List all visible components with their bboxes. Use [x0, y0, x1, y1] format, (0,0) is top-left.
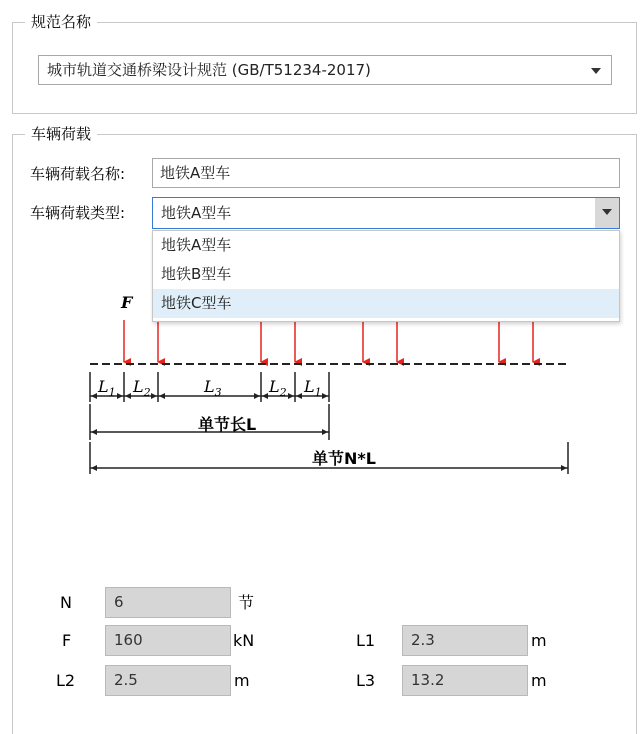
dimension-arrowhead	[91, 465, 97, 471]
segment-label-5: $L_1$	[304, 377, 322, 399]
dimension-arrowhead	[288, 393, 294, 399]
dimension-arrowhead	[151, 393, 157, 399]
param-f-field[interactable]: 160	[105, 625, 231, 656]
param-l2-field[interactable]: 2.5	[105, 665, 231, 696]
vehicle-name-field[interactable]: 地铁A型车	[152, 158, 620, 188]
segment-label-4: $L_2$	[269, 377, 287, 399]
force-label-group	[120, 293, 134, 312]
dropdown-option-a[interactable]: 地铁A型车	[161, 236, 232, 254]
spec-group-title: 规范名称	[25, 11, 97, 33]
spec-select-value: 城市轨道交通桥梁设计规范 (GB/T51234-2017)	[47, 61, 371, 79]
vehicle-type-dropdown	[152, 230, 620, 322]
segment-label-1: $L_1$	[98, 377, 116, 399]
dimension-arrowhead	[254, 393, 260, 399]
param-f-unit: kN	[233, 631, 255, 650]
param-l1-unit: m	[531, 631, 547, 650]
vehicle-type-label: 车辆荷载类型:	[30, 204, 126, 222]
param-l3-unit: m	[531, 671, 547, 690]
param-n-unit: 节	[238, 593, 255, 612]
param-l1-label: L1	[356, 631, 376, 650]
dimension-arrowhead	[91, 393, 97, 399]
param-l3-field[interactable]: 13.2	[402, 665, 528, 696]
param-l3-label: L3	[356, 671, 376, 690]
dimension-arrowhead	[296, 393, 302, 399]
param-l2-label: L2	[56, 671, 76, 690]
total-length-label: 单节N*L	[312, 449, 376, 468]
dimension-arrowhead	[561, 465, 567, 471]
param-l1-field[interactable]: 2.3	[402, 625, 528, 656]
dimension-arrowhead	[262, 393, 268, 399]
dimension-arrowhead	[322, 393, 328, 399]
param-f-label: F	[62, 631, 72, 650]
force-arrows	[124, 320, 533, 362]
dimension-arrowhead	[125, 393, 131, 399]
vehicle-group-title: 车辆荷载	[25, 123, 97, 145]
param-n-field[interactable]: 6	[105, 587, 231, 618]
vehicle-type-value: 地铁A型车	[161, 204, 232, 222]
param-l2-unit: m	[234, 671, 250, 690]
segment-label-2: $L_2$	[133, 377, 151, 399]
force-label: F	[121, 293, 133, 312]
dimension-arrowhead	[91, 429, 97, 435]
unit-length-label: 单节长L	[198, 415, 257, 434]
dropdown-option-c[interactable]: 地铁C型车	[153, 289, 619, 318]
dimension-arrowhead	[117, 393, 123, 399]
dimension-arrowhead	[159, 393, 165, 399]
segment-label-3: $L_3$	[204, 377, 222, 399]
dropdown-option-b[interactable]: 地铁B型车	[161, 265, 232, 283]
param-n-label: N	[60, 593, 72, 612]
dimension-arrowhead	[322, 429, 328, 435]
vehicle-name-label: 车辆荷载名称:	[30, 165, 126, 183]
